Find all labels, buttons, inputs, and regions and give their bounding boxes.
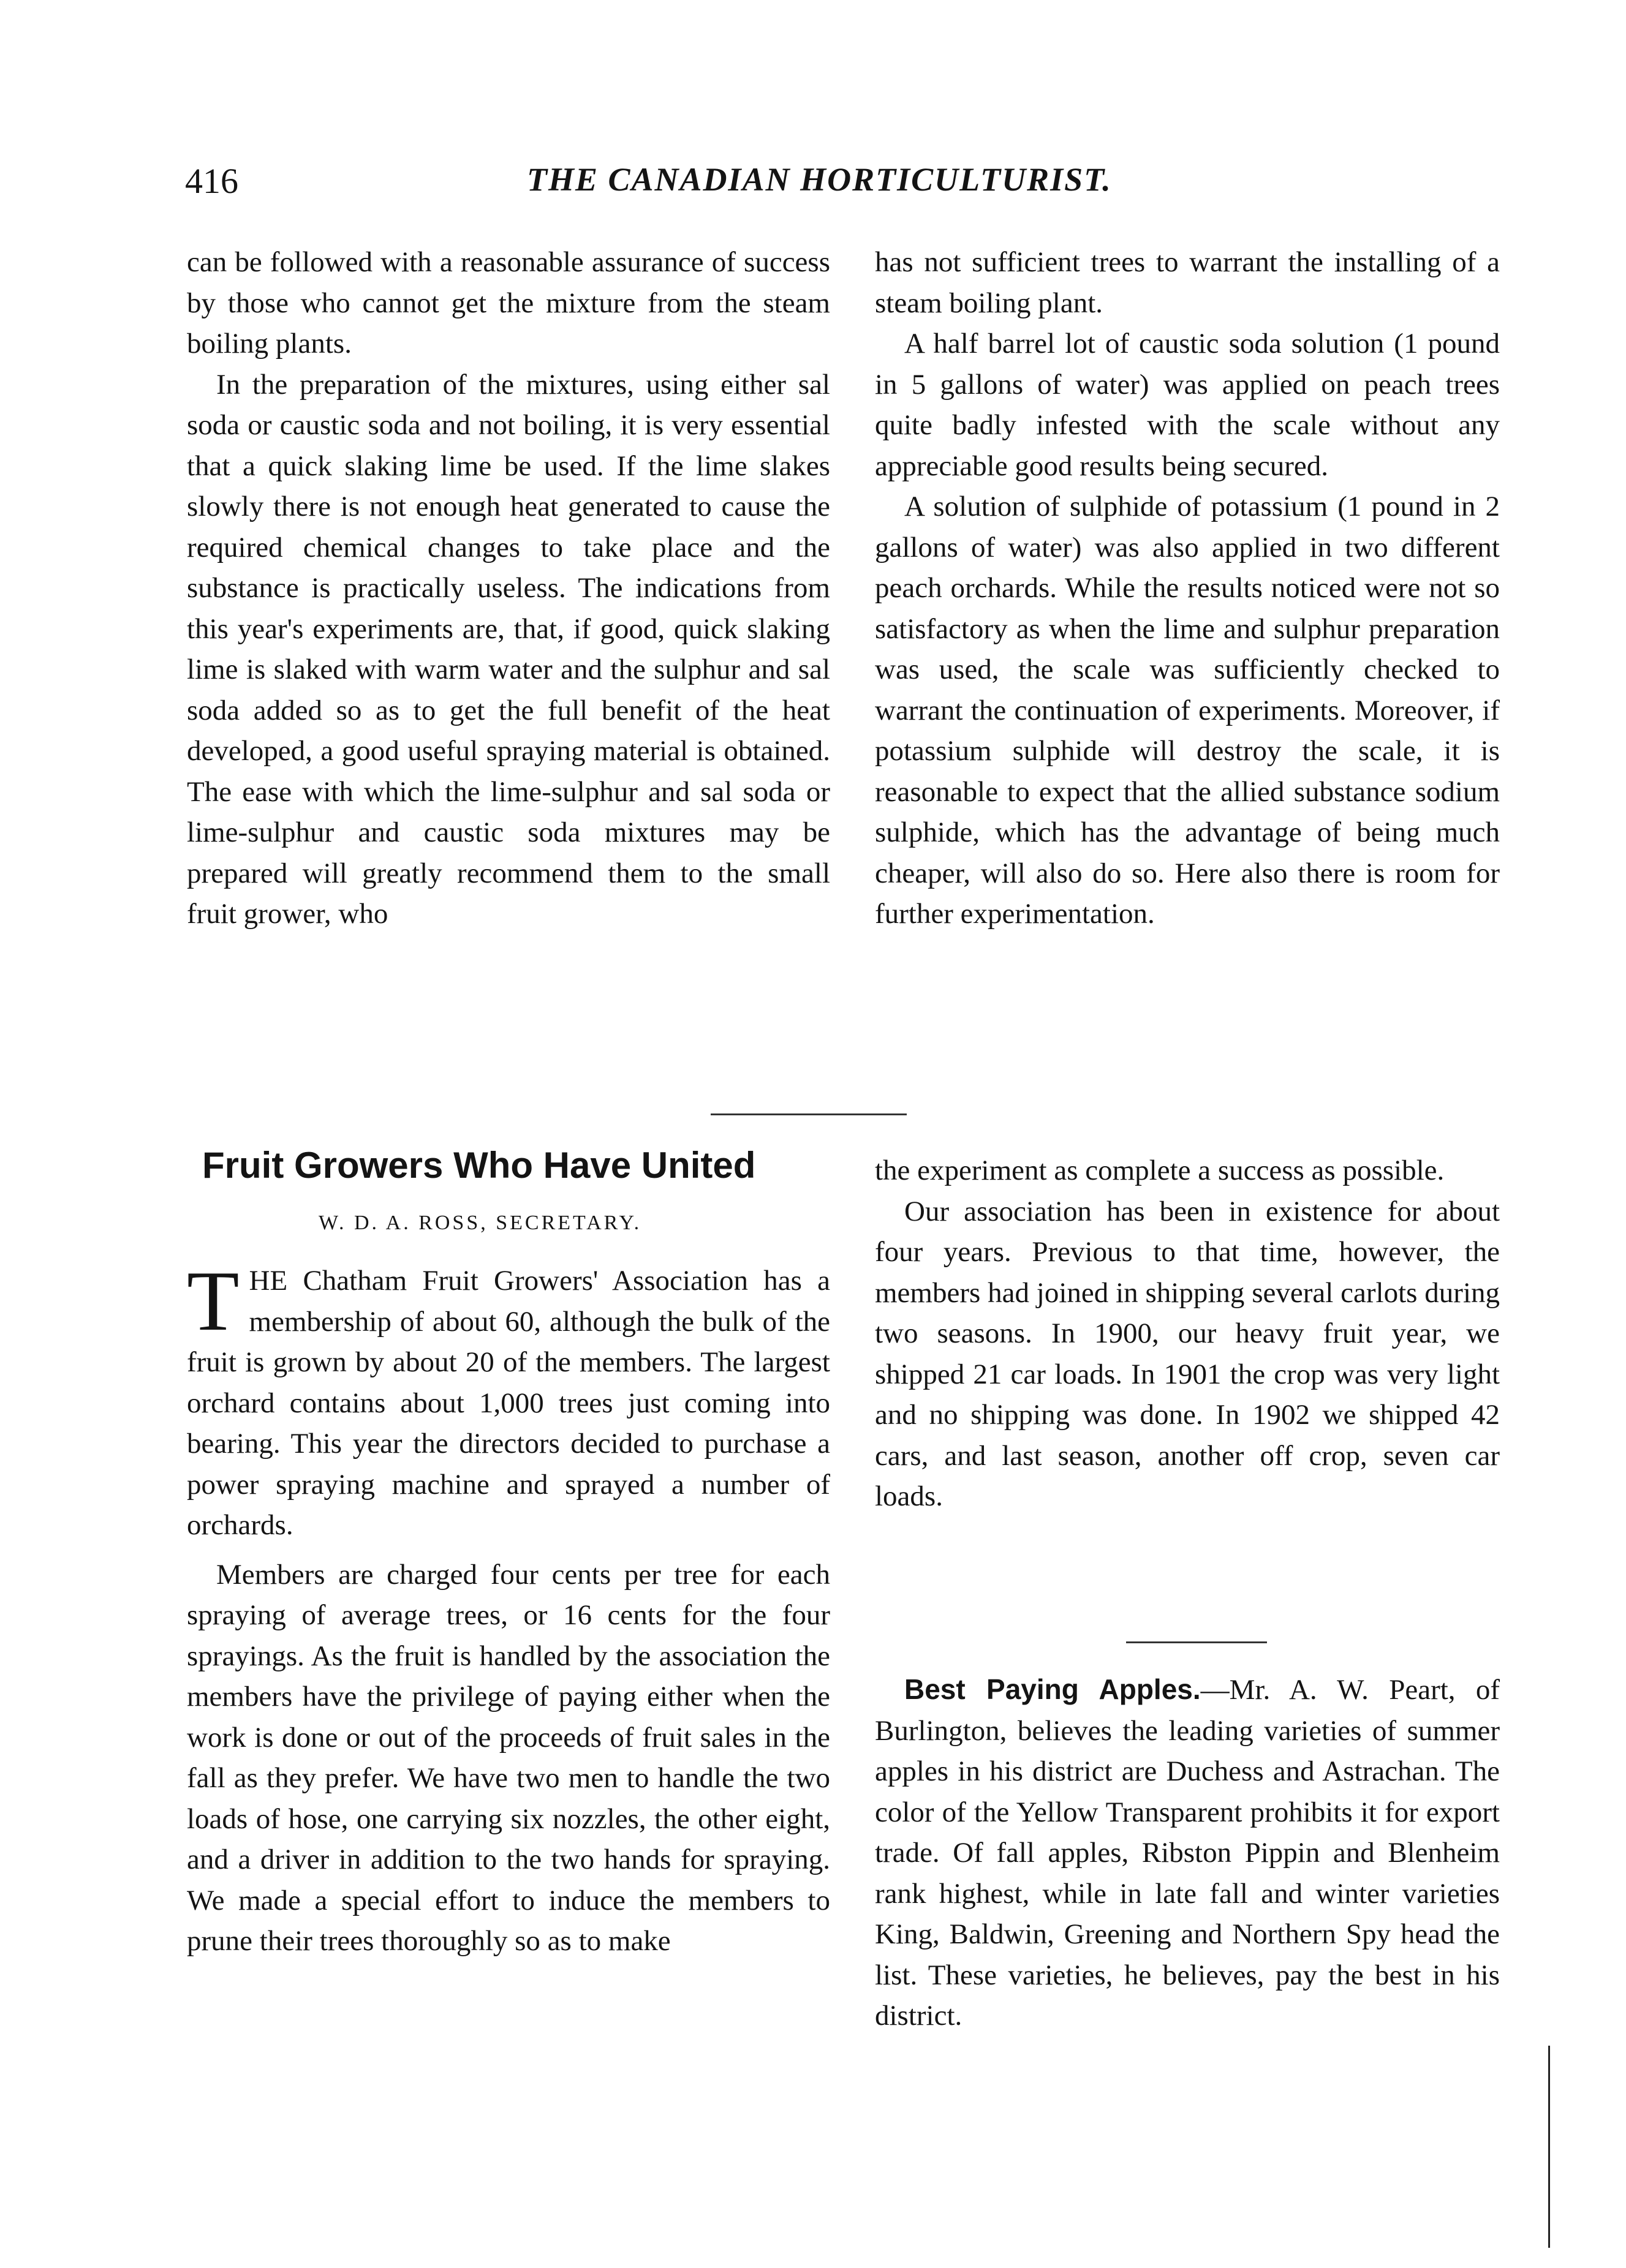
news-item: [875, 1669, 1500, 2036]
paragraph: In the preparation of the mixtures, using either sal soda or caustic soda and not boiling, it is very essential that a quick slaking lime be used. If the lime slakes slowly there is not enough heat generated to cause the required chemical changes to take place and the substance is practically useless. The indications from this year's experiments are, that, if good, quick slaking lime is slaked with warm water and the sulphur and sal soda added so as to get the full benefit of the heat developed, a good useful spraying material is obtained. The ease with which the lime-sulphur and sal soda or lime-sulphur and caustic soda mixtures may be prepared will greatly recommend them to the small fruit grower, who: [187, 368, 830, 930]
article-left-column: [187, 1254, 830, 1962]
lead-words: HE: [249, 1265, 288, 1297]
news-item-body: —Mr. A. W. Peart, of Burlington, believes the leading varieties of summer apples in his district are Duchess and Astrachan. The color of the Yellow Transparent prohibits it for export trade. Of fall apples, Ribston Pippin and Blenheim rank highest, while in late fall and winter varieties King, Baldwin, Greening and Northern Spy head the list. These varieties, he believes, pay the best in his district.: [875, 1674, 1500, 2032]
article-first-paragraph: [187, 1254, 830, 1546]
paragraph-text: Chatham Fruit Growers' Association has a membership of about 60, although the bulk of the fruit is grown by about 20 of the members. The largest orchard contains about 1,000 trees just coming into bearing. This year the directors decided to purchase a power spraying machine and sprayed a number of orchards.: [187, 1265, 830, 1541]
section-divider: [711, 1113, 907, 1115]
paragraph: Our association has been in existence for about four years. Previous to that time, however, the members had joined in shipping several carlots during two seasons. In 1900, our heavy fruit year, we shipped 21 car loads. In 1901 the crop was very light and no shipping was done. In 1902 we shipped 42 cars, and last season, another off crop, seven car loads.: [875, 1195, 1500, 1512]
top-left-column: [187, 242, 830, 935]
news-item-paragraph: [875, 1669, 1500, 2036]
drop-cap: T: [187, 1254, 240, 1349]
paragraph: has not sufficient trees to warrant the installing of a steam boiling plant.: [875, 246, 1500, 319]
paragraph: A half barrel lot of caustic soda solution (1 pound in 5 gallons of water) was applied on peach trees quite badly infested with the scale without any appreciable good results being secured.: [875, 328, 1500, 482]
page-number: 416: [185, 161, 238, 201]
running-head: THE CANADIAN HORTICULTURIST.: [527, 161, 1112, 198]
paragraph: can be followed with a reasonable assurance of success by those who cannot get the mixture from the steam boiling plants.: [187, 246, 830, 360]
article-byline: W. D. A. ROSS, SECRETARY.: [319, 1211, 642, 1234]
paragraph: the experiment as complete a success as possible.: [875, 1155, 1445, 1186]
article-title: Fruit Growers Who Have United: [202, 1145, 756, 1186]
top-right-column: [875, 242, 1500, 935]
news-item-title: Best Paying Apples.: [904, 1673, 1201, 1705]
paragraph: A solution of sulphide of potassium (1 pound in 2 gallons of water) was also applied in two different peach orchards. While the results noticed were not so satisfactory as when the lime and sulphur preparation was used, the scale was sufficiently checked to warrant the continuation of experiments. Moreover, if potassium sulphide will destroy the scale, it is reasonable to expect that the allied substance sodium sulphide, which has the advantage of being much cheaper, will also do so. Here also there is room for further experimentation.: [875, 491, 1500, 930]
article-right-column: [875, 1150, 1500, 1517]
paragraph: Members are charged four cents per tree for each spraying of average trees, or 16 cents for the four sprayings. As the fruit is handled by the association the members have the privilege of paying either when the work is done or out of the proceeds of fruit sales in the fall as they prefer. We have two men to handle the two loads of hose, one carrying six nozzles, the other eight, and a driver in addition to the two hands for spraying. We made a special effort to induce the members to prune their trees thoroughly so as to make: [187, 1558, 830, 1957]
item-divider: [1126, 1641, 1267, 1643]
page-edge-line: [1548, 2046, 1550, 2248]
